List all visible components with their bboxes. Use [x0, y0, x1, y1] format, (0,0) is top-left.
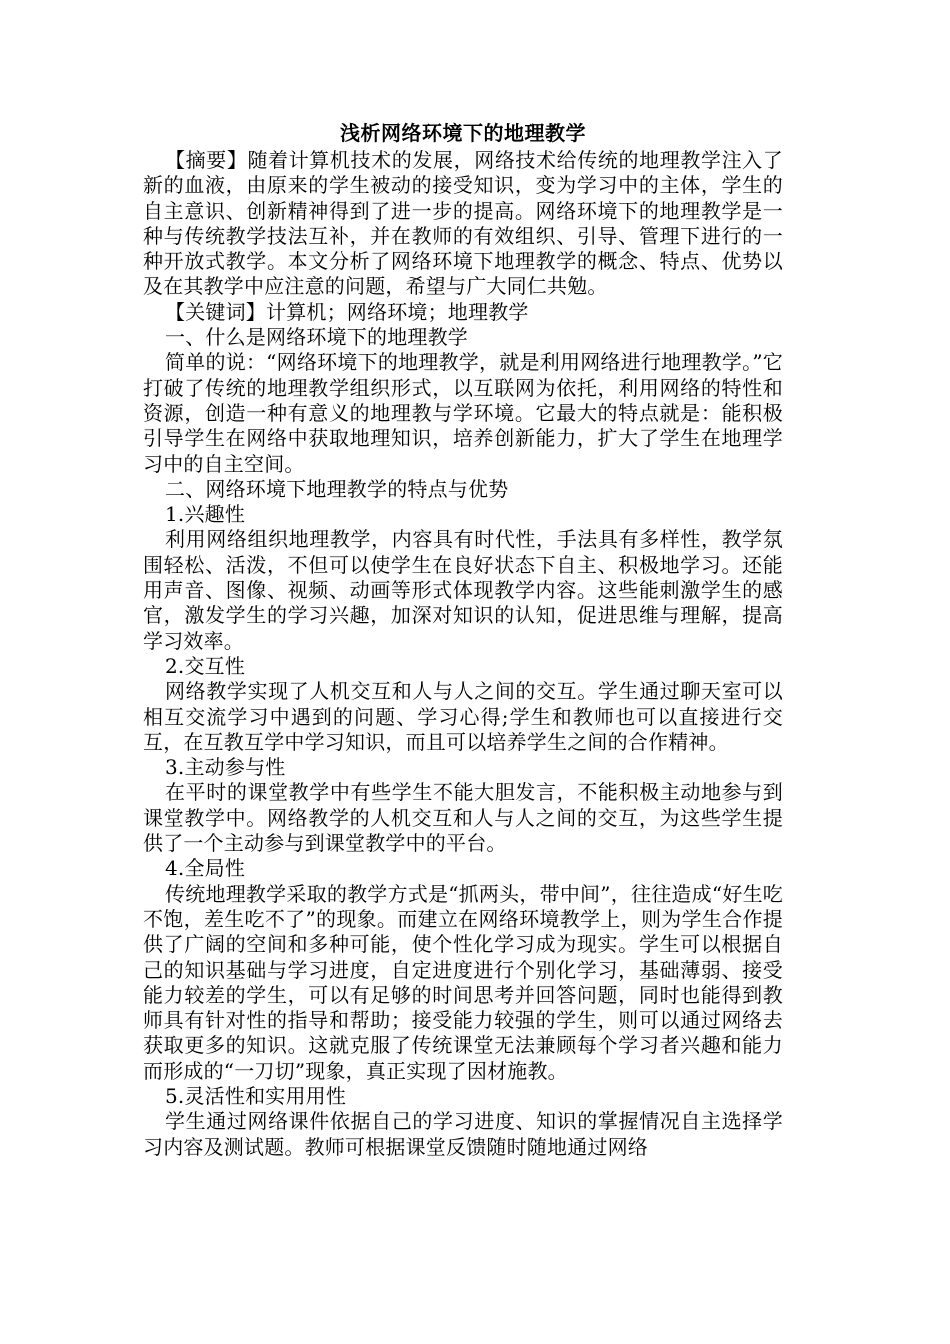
subheading-flexibility: 5.灵活性和实用用性	[165, 1083, 347, 1108]
subheading-interest: 1.兴趣性	[165, 502, 246, 527]
section-heading-1: 一、什么是网络环境下的地理教学	[165, 325, 468, 350]
body-paragraph: 传统地理教学采取的教学方式是“抓两头，带中间”，往往造成“好生吃不饱，差生吃不了”的现象。而建立在网络环境教学上，则为学生合作提供了广阔的空间和多种可能，使个性化学习成为现实。学生可以根据自己的知识基础与学习进度，自定进度进行个别化学习，基础薄弱、接受能力较差的学生，可以有足够的时间思考并回答问题，同时也能得到教师具有针对性的指导和帮助；接受能力较强的学生，则可以通过网络去获取更多的知识。这就克服了传统课堂无法兼顾每个学习者兴趣和能力而形成的“一刀切”现象，真正实现了因材施教。	[143, 881, 783, 1083]
abstract-paragraph: 【摘要】随着计算机技术的发展，网络技术给传统的地理教学注入了新的血液，由原来的学生被动的接受知识，变为学习中的主体，学生的自主意识、创新精神得到了进一步的提高。网络环境下的地理教学是一种与传统教学技法互补，并在教师的有效组织、引导、管理下进行的一种开放式教学。本文分析了网络环境下地理教学的概念、特点、优势以及在其教学中应注意的问题，希望与广大同仁共勉。	[143, 148, 783, 299]
document-title: 浅析网络环境下的地理教学	[340, 121, 586, 145]
subheading-participation: 3.主动参与性	[165, 755, 286, 780]
body-paragraph: 简单的说：“网络环境下的地理教学，就是利用网络进行地理教学。”它打破了传统的地理教学组织形式，以互联网为依托，利用网络的特性和资源，创造一种有意义的地理教与学环境。它最大的特点就是：能积极引导学生在网络中获取地理知识，培养创新能力，扩大了学生在地理学习中的自主空间。	[143, 350, 783, 476]
document-page	[143, 118, 783, 1160]
body-paragraph: 网络教学实现了人机交互和人与人之间的交互。学生通过聊天室可以相互交流学习中遇到的问题、学习心得;学生和教师也可以直接进行交互，在互教互学中学习知识，而且可以培养学生之间的合作精神。	[143, 679, 783, 754]
section-heading-2: 二、网络环境下地理教学的特点与优势	[165, 476, 509, 501]
keywords-line: 【关键词】计算机；网络环境；地理教学	[165, 299, 529, 324]
body-paragraph: 在平时的课堂教学中有些学生不能大胆发言，不能积极主动地参与到课堂教学中。网络教学的人机交互和人与人之间的交互，为这些学生提供了一个主动参与到课堂教学中的平台。	[143, 780, 783, 856]
body-paragraph: 利用网络组织地理教学，内容具有时代性，手法具有多样性，教学氛围轻松、活泼，不但可以使学生在良好状态下自主、积极地学习。还能用声音、图像、视频、动画等形式体现教学内容。这些能刺激学生的感官，激发学生的学习兴趣，加深对知识的认知，促进思维与理解，提高学习效率。	[143, 527, 783, 653]
subheading-interactivity: 2.交互性	[165, 653, 246, 678]
document-body	[143, 148, 783, 1160]
body-paragraph: 学生通过网络课件依据自己的学习进度、知识的掌握情况自主选择学习内容及测试题。教师可根据课堂反馈随时随地通过网络	[143, 1109, 783, 1159]
subheading-globality: 4.全局性	[165, 856, 246, 881]
